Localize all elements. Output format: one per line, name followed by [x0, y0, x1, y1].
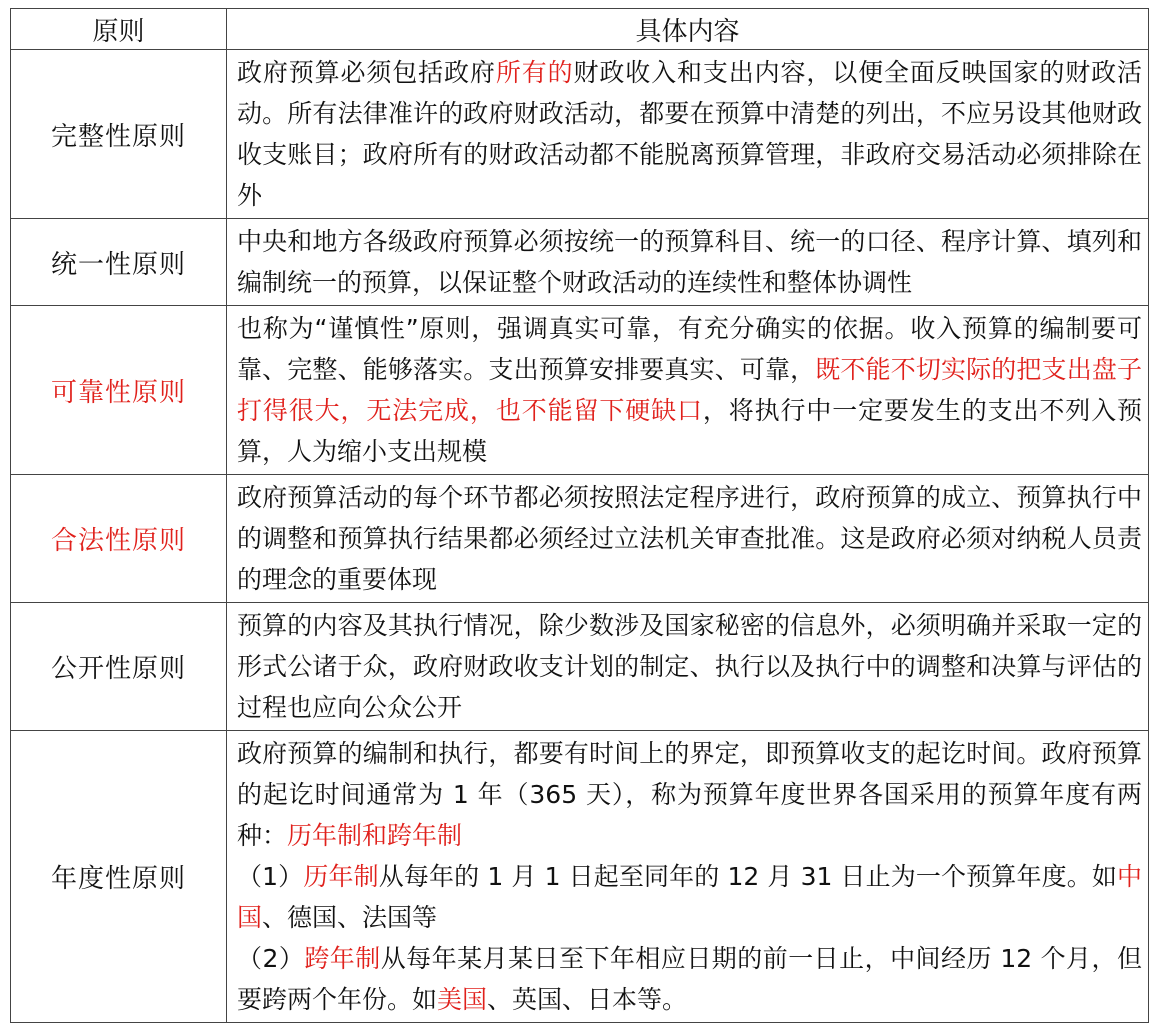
content-text: 从每年的 1 月 1 日起至同年的 12 月 31 日止为一个预算年度。如	[378, 862, 1117, 891]
principle-cell: 统一性原则	[11, 219, 227, 306]
content-paragraph	[237, 856, 1142, 938]
highlighted-text: 历年制和跨年制	[287, 821, 463, 850]
highlighted-text: 跨年制	[304, 944, 381, 973]
content-text: 政府预算活动的每个环节都必须按照法定程序进行，政府预算的成立、预算执行中的调整和预算执行结果都必须经过立法机关审查批准。这是政府必须对纳税人员责的理念的重要体现	[237, 483, 1142, 594]
content-text: 从每年某月某日至下年相应日期的前一日止，中间经历 12 个月，但要跨两个年份。如	[237, 944, 1142, 1014]
highlighted-text: 历年制	[303, 862, 379, 891]
table-row	[11, 603, 1149, 731]
principle-cell: 合法性原则	[11, 475, 227, 603]
content-text: （2）	[237, 944, 305, 973]
principle-cell: 年度性原则	[11, 731, 227, 1023]
content-cell	[227, 475, 1149, 603]
content-paragraph	[237, 938, 1142, 1020]
table-row	[11, 219, 1149, 306]
content-paragraph	[237, 221, 1142, 303]
highlighted-text: 中国	[237, 862, 1143, 932]
content-text: 、德国、法国等	[262, 903, 438, 932]
content-text: 财政收入和支出内容，以便全面反映国家的财政活动。所有法律准许的政府财政活动，都要在预算中清楚的列出，不应另设其他财政收支账目；政府所有的财政活动都不能脱离预算管理，非政府交易活动必须排除在外	[237, 58, 1142, 210]
highlighted-text: 既不能不切实际的把支出盘子打得很大，无法完成，也不能留下硬缺口	[237, 355, 1142, 425]
table-body	[11, 50, 1149, 1023]
content-text: （1）	[237, 862, 304, 891]
content-paragraph	[237, 605, 1142, 728]
content-paragraph	[237, 308, 1142, 472]
content-text: 预算的内容及其执行情况，除少数涉及国家秘密的信息外，必须明确并采取一定的形式公诸于众，政府财政收支计划的制定、执行以及执行中的调整和决算与评估的过程也应向公众公开	[237, 611, 1142, 722]
content-cell	[227, 603, 1149, 731]
table-row	[11, 50, 1149, 219]
content-text: 也称为“谨慎性”原则，强调真实可靠，有充分确实的依据。收入预算的编制要可靠、完整、能够落实。支出预算安排要真实、可靠，	[237, 314, 1142, 384]
table-header-row	[11, 9, 1149, 50]
content-text: ，将执行中一定要发生的支出不列入预算，人为缩小支出规模	[237, 396, 1142, 466]
content-paragraph	[237, 52, 1142, 216]
content-text: 政府预算的编制和执行，都要有时间上的界定，即预算收支的起讫时间。政府预算的起讫时间通常为 1 年（365 天），称为预算年度世界各国采用的预算年度有两种：	[237, 739, 1142, 850]
content-text: 政府预算必须包括政府	[237, 58, 496, 87]
column-header-content: 具体内容	[227, 9, 1149, 50]
principle-cell: 公开性原则	[11, 603, 227, 731]
content-paragraph	[237, 733, 1142, 856]
content-cell	[227, 731, 1149, 1023]
content-text: 、英国、日本等。	[487, 985, 688, 1014]
highlighted-text: 所有的	[495, 58, 574, 87]
principle-cell: 完整性原则	[11, 50, 227, 219]
table-row	[11, 731, 1149, 1023]
content-cell	[227, 50, 1149, 219]
highlighted-text: 美国	[437, 985, 488, 1014]
content-paragraph	[237, 477, 1142, 600]
content-cell	[227, 306, 1149, 475]
column-header-principle: 原则	[11, 9, 227, 50]
content-text: 中央和地方各级政府预算必须按统一的预算科目、统一的口径、程序计算、填列和编制统一的预算，以保证整个财政活动的连续性和整体协调性	[237, 227, 1142, 297]
budget-principles-table	[10, 8, 1149, 1023]
table-row	[11, 475, 1149, 603]
principle-cell: 可靠性原则	[11, 306, 227, 475]
table-row	[11, 306, 1149, 475]
content-cell	[227, 219, 1149, 306]
